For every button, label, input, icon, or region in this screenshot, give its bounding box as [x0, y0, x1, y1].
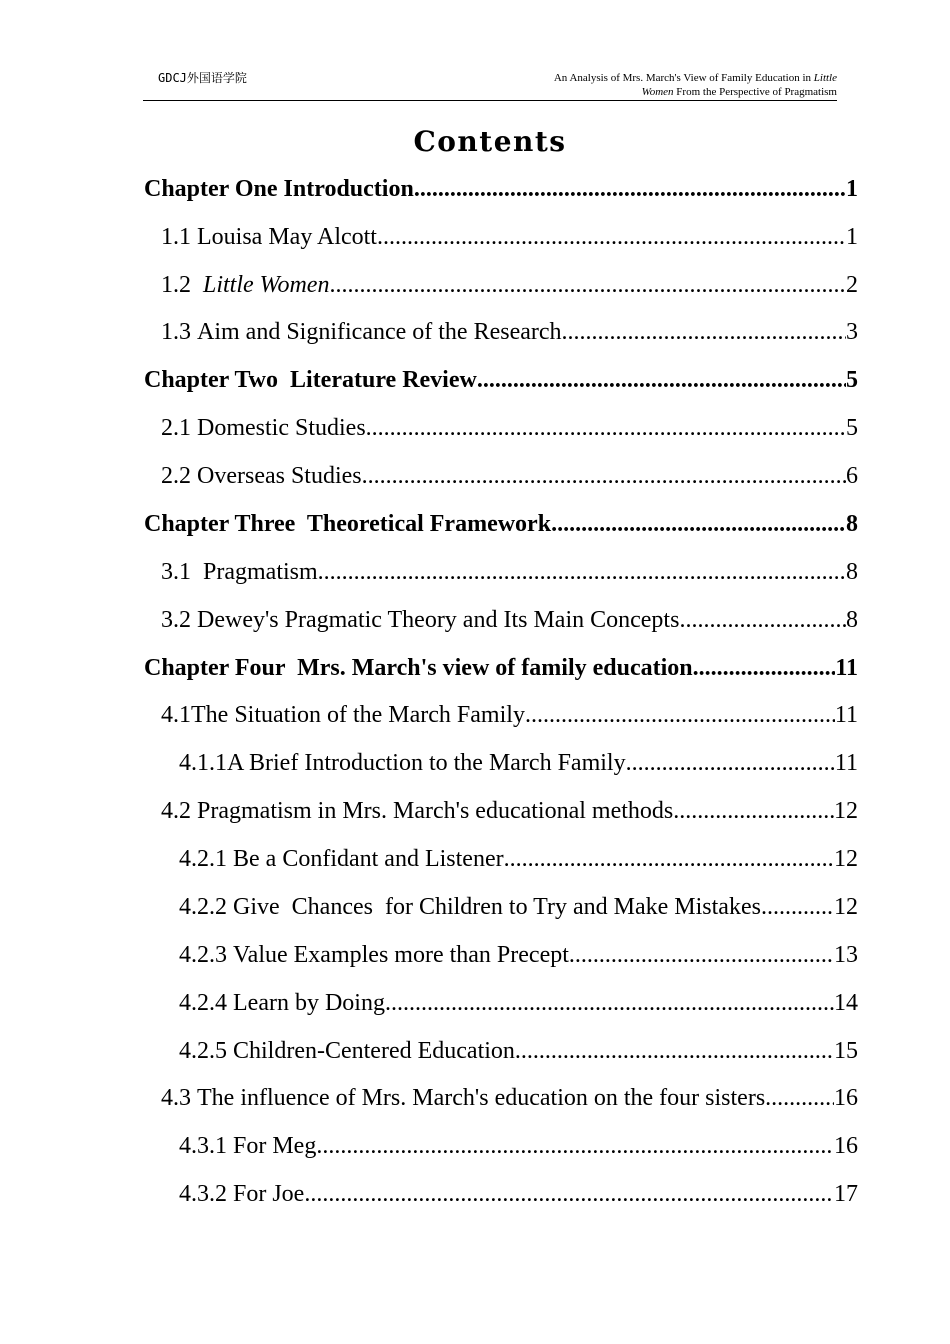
toc-page-number: 13 — [834, 942, 858, 968]
toc-leader — [562, 317, 846, 347]
toc-leader — [673, 796, 834, 826]
toc-page-number: 17 — [834, 1181, 858, 1207]
header-thesis-title — [477, 71, 837, 99]
toc-label: Dewey's Pragmatic Theory and Its Main Concepts — [197, 607, 680, 633]
toc-leader — [304, 1179, 834, 1209]
toc-leader — [569, 940, 834, 970]
header-title-part2: From the Perspective of Pragmatism — [673, 86, 837, 98]
toc-section-1-3[interactable] — [161, 317, 858, 347]
toc-leader — [318, 557, 846, 587]
toc-leader — [362, 461, 846, 491]
toc-page-number: 14 — [834, 990, 858, 1016]
toc-page-number: 8 — [846, 511, 858, 537]
toc-label: Learn by Doing — [233, 990, 385, 1016]
toc-leader — [761, 892, 834, 922]
page-title: Contents — [413, 125, 567, 158]
toc-number: 1.1 — [161, 224, 197, 250]
toc-section-4-2-2[interactable] — [179, 892, 858, 922]
toc-leader — [477, 365, 846, 395]
toc-section-1-1[interactable] — [161, 222, 858, 252]
toc-section-3-1[interactable] — [161, 557, 858, 587]
toc-number: 4.2.4 — [179, 990, 233, 1016]
toc-number: 3.1 — [161, 559, 203, 585]
toc-label: Be a Confidant and Listener — [233, 846, 504, 872]
toc-page-number: 5 — [846, 415, 858, 441]
toc-number: 1.2 — [161, 272, 203, 298]
toc-chapter-four[interactable] — [144, 653, 858, 683]
toc-page-number: 1 — [846, 176, 858, 202]
toc-number: 4.3 — [161, 1085, 197, 1111]
toc-chapter-one[interactable] — [144, 174, 858, 204]
toc-section-4-2-1[interactable] — [179, 844, 858, 874]
toc-number: 4.1 — [161, 702, 191, 728]
toc-leader — [765, 1083, 834, 1113]
toc-label: Pragmatism — [203, 559, 318, 585]
header-institution: GDCJ外国语学院 — [158, 71, 247, 85]
toc-label: Domestic Studies — [197, 415, 366, 441]
toc-label: Children-Centered Education — [233, 1038, 515, 1064]
toc-label: The Situation of the March Family — [191, 702, 525, 728]
toc-section-4-1-1[interactable] — [179, 748, 858, 778]
toc-label: Give Chances for Children to Try and Make Mistakes — [233, 894, 761, 920]
toc-leader — [377, 222, 846, 252]
toc-number: 4.2.5 — [179, 1038, 233, 1064]
toc-leader — [366, 413, 846, 443]
page-header — [143, 66, 837, 101]
toc-section-4-3-1[interactable] — [179, 1131, 858, 1161]
toc-page-number: 11 — [834, 750, 858, 776]
toc-page-number: 12 — [834, 894, 858, 920]
toc-leader — [515, 1036, 834, 1066]
toc-label: The influence of Mrs. March's education on the four sisters — [197, 1085, 766, 1111]
toc-section-2-2[interactable] — [161, 461, 858, 491]
toc-number: 4.3.2 — [179, 1181, 233, 1207]
toc-number: 4.3.1 — [179, 1133, 233, 1159]
toc-label: Chapter One Introduction — [144, 176, 414, 202]
toc-leader — [414, 174, 846, 204]
toc-page-number: 3 — [846, 319, 858, 345]
toc-number: 4.2.1 — [179, 846, 233, 872]
toc-section-4-2-3[interactable] — [179, 940, 858, 970]
toc-section-4-2[interactable] — [161, 796, 858, 826]
toc-leader — [504, 844, 834, 874]
toc-number: 2.2 — [161, 463, 197, 489]
header-title-italic1: Little — [813, 72, 837, 84]
toc-leader — [551, 509, 846, 539]
toc-number: 4.1.1 — [179, 750, 227, 776]
toc-section-4-3[interactable] — [161, 1083, 858, 1113]
toc-label: Overseas Studies — [197, 463, 362, 489]
toc-label: Chapter Two Literature Review — [144, 367, 477, 393]
toc-section-2-1[interactable] — [161, 413, 858, 443]
toc-leader — [329, 270, 846, 300]
header-title-part1: An Analysis of Mrs. March's View of Family Education in — [553, 72, 814, 84]
toc-leader — [693, 653, 836, 683]
toc-page-number: 12 — [834, 846, 858, 872]
toc-label: Chapter Three Theoretical Framework — [144, 511, 552, 537]
toc-page-number: 16 — [834, 1133, 858, 1159]
toc-leader — [525, 700, 835, 730]
toc-label: A Brief Introduction to the March Family — [227, 750, 626, 776]
toc-number: 4.2.2 — [179, 894, 233, 920]
toc-leader — [626, 748, 835, 778]
toc-leader — [385, 988, 834, 1018]
toc-section-4-1[interactable] — [161, 700, 858, 730]
toc-page-number: 6 — [846, 463, 858, 489]
toc-label: Chapter Four Mrs. March's view of family education — [144, 655, 693, 681]
toc-label: Value Examples more than Precept — [233, 942, 569, 968]
toc-label: For Meg — [233, 1133, 317, 1159]
toc-label: Louisa May Alcott — [197, 224, 377, 250]
toc-page-number: 2 — [846, 272, 858, 298]
toc-section-4-2-5[interactable] — [179, 1036, 858, 1066]
toc-leader — [316, 1131, 834, 1161]
toc-page-number: 15 — [834, 1038, 858, 1064]
toc-number: 4.2 — [161, 798, 197, 824]
toc-label: Pragmatism in Mrs. March's educational methods — [197, 798, 674, 824]
toc-number: 4.2.3 — [179, 942, 233, 968]
toc-section-1-2[interactable] — [161, 270, 858, 300]
toc-label: For Joe — [233, 1181, 305, 1207]
toc-page-number: 8 — [846, 607, 858, 633]
toc-chapter-two[interactable] — [144, 365, 858, 395]
toc-page-number: 12 — [834, 798, 858, 824]
toc-page-number: 11 — [834, 702, 858, 728]
toc-section-3-2[interactable] — [161, 605, 858, 635]
toc-number: 3.2 — [161, 607, 197, 633]
toc-page-number: 5 — [846, 367, 858, 393]
toc-leader — [679, 605, 846, 635]
toc-page-number: 16 — [834, 1085, 858, 1111]
toc-page-number: 8 — [846, 559, 858, 585]
toc-section-4-3-2[interactable] — [179, 1179, 858, 1209]
toc-page-number: 11 — [835, 655, 858, 681]
toc-number: 2.1 — [161, 415, 197, 441]
header-title-italic2: Women — [641, 86, 674, 98]
toc-label: Aim and Significance of the Research — [197, 319, 562, 345]
toc-page-number: 1 — [846, 224, 858, 250]
toc-number: 1.3 — [161, 319, 197, 345]
toc-section-4-2-4[interactable] — [179, 988, 858, 1018]
toc-label: Little Women — [203, 272, 330, 298]
toc-chapter-three[interactable] — [144, 509, 858, 539]
